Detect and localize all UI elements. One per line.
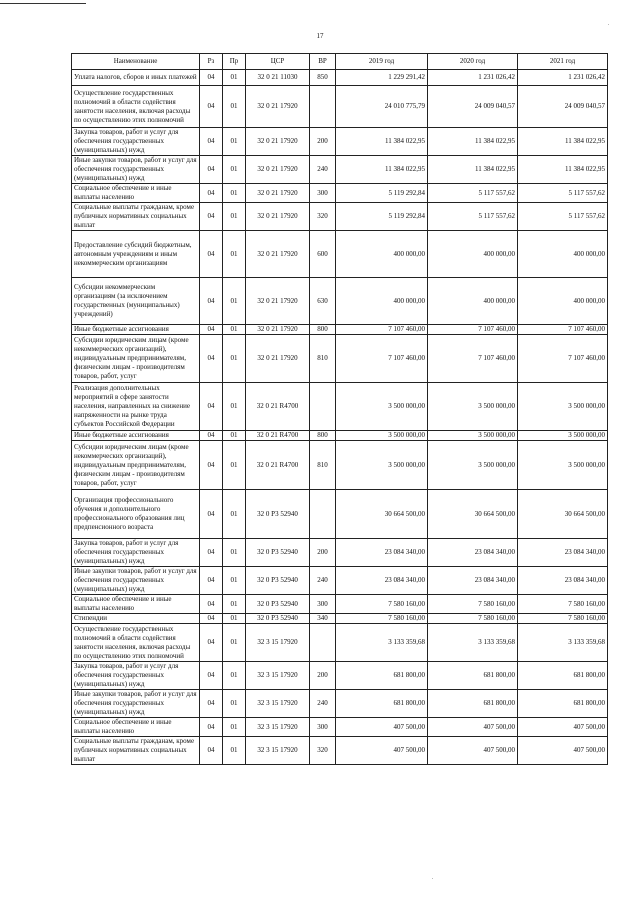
cell-rz: 04 — [200, 490, 223, 539]
cell-2021: 24 009 040,57 — [518, 86, 608, 128]
cell-csr: 32 0 21 17920 — [246, 325, 310, 335]
column-header-2021: 2021 год — [518, 54, 608, 70]
cell-rz: 04 — [200, 595, 223, 614]
cell-2019: 5 119 292,84 — [336, 184, 428, 203]
cell-2020: 407 500,00 — [428, 737, 518, 765]
cell-2019: 407 500,00 — [336, 718, 428, 737]
cell-name: Субсидии юридическим лицам (кроме некоммерческих организаций), индивидуальным предпринимателям, физическим лицам - производителям товаров, работ, услуг — [72, 441, 200, 490]
cell-rz: 04 — [200, 539, 223, 567]
page-number: 17 — [316, 32, 324, 40]
table-row — [72, 624, 608, 662]
cell-2020: 681 800,00 — [428, 662, 518, 690]
cell-2020: 3 500 000,00 — [428, 431, 518, 441]
cell-csr: 32 3 15 17920 — [246, 624, 310, 662]
cell-2019: 11 384 022,95 — [336, 156, 428, 184]
cell-pr: 01 — [223, 86, 246, 128]
cell-pr: 01 — [223, 383, 246, 431]
cell-2020: 7 107 460,00 — [428, 335, 518, 383]
cell-2019: 400 000,00 — [336, 278, 428, 325]
table-row — [72, 325, 608, 335]
cell-vr: 800 — [310, 431, 336, 441]
cell-vr — [310, 490, 336, 539]
cell-2020: 400 000,00 — [428, 278, 518, 325]
cell-name: Социальное обеспечение и иные выплаты населению — [72, 718, 200, 737]
cell-rz: 04 — [200, 662, 223, 690]
cell-pr: 01 — [223, 662, 246, 690]
cell-rz: 04 — [200, 737, 223, 765]
cell-rz: 04 — [200, 278, 223, 325]
cell-rz: 04 — [200, 184, 223, 203]
cell-pr: 01 — [223, 156, 246, 184]
cell-2019: 3 500 000,00 — [336, 431, 428, 441]
cell-pr: 01 — [223, 718, 246, 737]
cell-vr: 300 — [310, 718, 336, 737]
cell-csr: 32 0 21 R4700 — [246, 431, 310, 441]
cell-2020: 3 133 359,68 — [428, 624, 518, 662]
table-row — [72, 184, 608, 203]
cell-2021: 681 800,00 — [518, 662, 608, 690]
cell-name: Иные закупки товаров, работ и услуг для обеспечения государственных (муниципальных) нужд — [72, 690, 200, 718]
cell-name: Субсидии некоммерческим организациям (за исключением государственных (муниципальных) учреждений) — [72, 278, 200, 325]
cell-pr: 01 — [223, 441, 246, 490]
cell-2019: 30 664 500,00 — [336, 490, 428, 539]
cell-csr: 32 0 21 17920 — [246, 203, 310, 231]
cell-rz: 04 — [200, 70, 223, 86]
cell-vr: 320 — [310, 737, 336, 765]
cell-2021: 7 107 460,00 — [518, 335, 608, 383]
cell-2020: 7 580 160,00 — [428, 614, 518, 624]
table-row — [72, 86, 608, 128]
cell-2020: 7 580 160,00 — [428, 595, 518, 614]
column-header-vr: ВР — [310, 54, 336, 70]
cell-2020: 30 664 500,00 — [428, 490, 518, 539]
cell-pr: 01 — [223, 690, 246, 718]
cell-name: Предоставление субсидий бюджетным, автономным учреждениям и иным некоммерческим организациям — [72, 231, 200, 278]
table-row — [72, 567, 608, 595]
cell-2020: 3 500 000,00 — [428, 441, 518, 490]
cell-name: Иные бюджетные ассигнования — [72, 325, 200, 335]
cell-2019: 400 000,00 — [336, 231, 428, 278]
cell-vr — [310, 383, 336, 431]
scan-speck — [608, 24, 609, 25]
cell-csr: 32 0 21 17920 — [246, 231, 310, 278]
cell-csr: 32 0 21 17920 — [246, 335, 310, 383]
cell-2019: 5 119 292,84 — [336, 203, 428, 231]
cell-2021: 23 084 340,00 — [518, 567, 608, 595]
cell-name: Организация профессионального обучения и дополнительного профессионального образования лиц предпенсионного возраста — [72, 490, 200, 539]
cell-pr: 01 — [223, 128, 246, 156]
cell-name: Социальное обеспечение и иные выплаты населению — [72, 595, 200, 614]
table-row — [72, 718, 608, 737]
table-row — [72, 70, 608, 86]
cell-pr: 01 — [223, 539, 246, 567]
cell-2020: 400 000,00 — [428, 231, 518, 278]
cell-2021: 1 231 026,42 — [518, 70, 608, 86]
cell-pr: 01 — [223, 737, 246, 765]
cell-2019: 23 084 340,00 — [336, 539, 428, 567]
cell-pr: 01 — [223, 278, 246, 325]
cell-vr: 320 — [310, 203, 336, 231]
table-row — [72, 539, 608, 567]
cell-vr — [310, 86, 336, 128]
table-row — [72, 278, 608, 325]
cell-2021: 30 664 500,00 — [518, 490, 608, 539]
cell-2021: 407 500,00 — [518, 718, 608, 737]
cell-vr: 200 — [310, 128, 336, 156]
cell-csr: 32 3 15 17920 — [246, 662, 310, 690]
cell-2019: 3 500 000,00 — [336, 383, 428, 431]
cell-name: Закупка товаров, работ и услуг для обеспечения государственных (муниципальных) нужд — [72, 539, 200, 567]
cell-csr: 32 0 P3 52940 — [246, 567, 310, 595]
cell-csr: 32 0 P3 52940 — [246, 595, 310, 614]
table-row — [72, 128, 608, 156]
cell-csr: 32 0 21 R4700 — [246, 441, 310, 490]
cell-pr: 01 — [223, 70, 246, 86]
cell-2019: 23 084 340,00 — [336, 567, 428, 595]
cell-name: Социальные выплаты гражданам, кроме публичных нормативных социальных выплат — [72, 737, 200, 765]
cell-2021: 7 580 160,00 — [518, 614, 608, 624]
cell-rz: 04 — [200, 86, 223, 128]
cell-vr: 810 — [310, 335, 336, 383]
cell-2020: 681 800,00 — [428, 690, 518, 718]
table-header-row — [72, 54, 608, 70]
cell-pr: 01 — [223, 567, 246, 595]
cell-2021: 3 500 000,00 — [518, 431, 608, 441]
cell-2021: 400 000,00 — [518, 278, 608, 325]
cell-csr: 32 0 21 17920 — [246, 278, 310, 325]
table-row — [72, 614, 608, 624]
cell-2020: 1 231 026,42 — [428, 70, 518, 86]
cell-rz: 04 — [200, 231, 223, 278]
column-header-pr: Пр — [223, 54, 246, 70]
table-row — [72, 431, 608, 441]
cell-vr: 240 — [310, 156, 336, 184]
cell-csr: 32 0 P3 52940 — [246, 490, 310, 539]
cell-vr: 200 — [310, 662, 336, 690]
cell-pr: 01 — [223, 614, 246, 624]
cell-rz: 04 — [200, 383, 223, 431]
cell-2021: 5 117 557,62 — [518, 203, 608, 231]
cell-2020: 11 384 022,95 — [428, 128, 518, 156]
cell-csr: 32 0 P3 52940 — [246, 539, 310, 567]
cell-2019: 7 107 460,00 — [336, 325, 428, 335]
column-header-name: Наименование — [72, 54, 200, 70]
cell-pr: 01 — [223, 624, 246, 662]
cell-vr: 810 — [310, 441, 336, 490]
cell-2019: 7 580 160,00 — [336, 614, 428, 624]
cell-2020: 23 084 340,00 — [428, 539, 518, 567]
cell-csr: 32 3 15 17920 — [246, 690, 310, 718]
cell-2020: 11 384 022,95 — [428, 156, 518, 184]
cell-2019: 407 500,00 — [336, 737, 428, 765]
cell-pr: 01 — [223, 203, 246, 231]
cell-csr: 32 3 15 17920 — [246, 718, 310, 737]
cell-2021: 11 384 022,95 — [518, 156, 608, 184]
cell-2021: 7 580 160,00 — [518, 595, 608, 614]
table-row — [72, 595, 608, 614]
cell-name: Реализация дополнительных мероприятий в сфере занятости населения, направленных на снижение напряженности на рынке труда субъектов Российской Федерации — [72, 383, 200, 431]
table-row — [72, 156, 608, 184]
table-row — [72, 335, 608, 383]
cell-2020: 7 107 460,00 — [428, 325, 518, 335]
table-row — [72, 203, 608, 231]
cell-pr: 01 — [223, 431, 246, 441]
cell-vr: 200 — [310, 539, 336, 567]
cell-2021: 5 117 557,62 — [518, 184, 608, 203]
cell-name: Уплата налогов, сборов и иных платежей — [72, 70, 200, 86]
cell-csr: 32 0 21 11030 — [246, 70, 310, 86]
cell-rz: 04 — [200, 325, 223, 335]
cell-rz: 04 — [200, 335, 223, 383]
cell-vr: 800 — [310, 325, 336, 335]
cell-2021: 7 107 460,00 — [518, 325, 608, 335]
table-row — [72, 441, 608, 490]
column-header-rz: Рз — [200, 54, 223, 70]
cell-vr: 300 — [310, 595, 336, 614]
cell-pr: 01 — [223, 325, 246, 335]
cell-pr: 01 — [223, 184, 246, 203]
cell-name: Иные закупки товаров, работ и услуг для обеспечения государственных (муниципальных) нужд — [72, 567, 200, 595]
cell-2021: 11 384 022,95 — [518, 128, 608, 156]
cell-name: Иные закупки товаров, работ и услуг для обеспечения государственных (муниципальных) нужд — [72, 156, 200, 184]
cell-2019: 3 500 000,00 — [336, 441, 428, 490]
cell-rz: 04 — [200, 718, 223, 737]
cell-name: Закупка товаров, работ и услуг для обеспечения государственных (муниципальных) нужд — [72, 662, 200, 690]
cell-name: Социальные выплаты гражданам, кроме публичных нормативных социальных выплат — [72, 203, 200, 231]
table-row — [72, 490, 608, 539]
cell-rz: 04 — [200, 441, 223, 490]
cell-name: Иные бюджетные ассигнования — [72, 431, 200, 441]
cell-2021: 400 000,00 — [518, 231, 608, 278]
cell-2019: 681 800,00 — [336, 690, 428, 718]
cell-vr: 630 — [310, 278, 336, 325]
cell-2019: 7 107 460,00 — [336, 335, 428, 383]
cell-2019: 11 384 022,95 — [336, 128, 428, 156]
cell-2020: 23 084 340,00 — [428, 567, 518, 595]
cell-vr: 850 — [310, 70, 336, 86]
cell-2019: 7 580 160,00 — [336, 595, 428, 614]
cell-csr: 32 0 21 R4700 — [246, 383, 310, 431]
cell-2021: 3 133 359,68 — [518, 624, 608, 662]
cell-name: Закупка товаров, работ и услуг для обеспечения государственных (муниципальных) нужд — [72, 128, 200, 156]
table-row — [72, 690, 608, 718]
cell-csr: 32 0 21 17920 — [246, 184, 310, 203]
table-row — [72, 662, 608, 690]
cell-2020: 3 500 000,00 — [428, 383, 518, 431]
cell-vr: 240 — [310, 567, 336, 595]
cell-2021: 407 500,00 — [518, 737, 608, 765]
cell-2019: 681 800,00 — [336, 662, 428, 690]
scan-speck — [432, 878, 433, 879]
cell-vr: 600 — [310, 231, 336, 278]
table-row — [72, 231, 608, 278]
cell-pr: 01 — [223, 490, 246, 539]
cell-2021: 3 500 000,00 — [518, 383, 608, 431]
cell-rz: 04 — [200, 431, 223, 441]
budget-table — [71, 53, 608, 765]
column-header-2019: 2019 год — [336, 54, 428, 70]
cell-csr: 32 0 21 17920 — [246, 156, 310, 184]
cell-vr: 240 — [310, 690, 336, 718]
table-row — [72, 383, 608, 431]
cell-name: Социальное обеспечение и иные выплаты населению — [72, 184, 200, 203]
cell-2019: 1 229 291,42 — [336, 70, 428, 86]
cell-2021: 681 800,00 — [518, 690, 608, 718]
cell-2021: 23 084 340,00 — [518, 539, 608, 567]
cell-csr: 32 3 15 17920 — [246, 737, 310, 765]
cell-vr: 340 — [310, 614, 336, 624]
cell-csr: 32 0 P3 52940 — [246, 614, 310, 624]
cell-rz: 04 — [200, 128, 223, 156]
cell-name: Осуществление государственных полномочий в области содействия занятости населения, включая расходы по осуществлению этих полномочий — [72, 624, 200, 662]
cell-rz: 04 — [200, 567, 223, 595]
top-rule — [0, 3, 86, 4]
cell-vr: 300 — [310, 184, 336, 203]
cell-2020: 24 009 040,57 — [428, 86, 518, 128]
table-body — [72, 70, 608, 765]
cell-2020: 5 117 557,62 — [428, 184, 518, 203]
cell-rz: 04 — [200, 624, 223, 662]
cell-2019: 24 010 775,79 — [336, 86, 428, 128]
column-header-2020: 2020 год — [428, 54, 518, 70]
cell-rz: 04 — [200, 203, 223, 231]
cell-rz: 04 — [200, 690, 223, 718]
cell-name: Стипендии — [72, 614, 200, 624]
cell-2020: 407 500,00 — [428, 718, 518, 737]
cell-pr: 01 — [223, 595, 246, 614]
cell-pr: 01 — [223, 231, 246, 278]
cell-name: Осуществление государственных полномочий в области содействия занятости населения, включая расходы по осуществлению этих полномочий — [72, 86, 200, 128]
cell-csr: 32 0 21 17920 — [246, 128, 310, 156]
cell-pr: 01 — [223, 335, 246, 383]
cell-vr — [310, 624, 336, 662]
cell-2021: 3 500 000,00 — [518, 441, 608, 490]
cell-2020: 5 117 557,62 — [428, 203, 518, 231]
column-header-csr: ЦСР — [246, 54, 310, 70]
cell-rz: 04 — [200, 156, 223, 184]
cell-2019: 3 133 359,68 — [336, 624, 428, 662]
cell-rz: 04 — [200, 614, 223, 624]
table-row — [72, 737, 608, 765]
cell-csr: 32 0 21 17920 — [246, 86, 310, 128]
cell-name: Субсидии юридическим лицам (кроме некоммерческих организаций), индивидуальным предпринимателям, физическим лицам - производителям товаров, работ, услуг — [72, 335, 200, 383]
